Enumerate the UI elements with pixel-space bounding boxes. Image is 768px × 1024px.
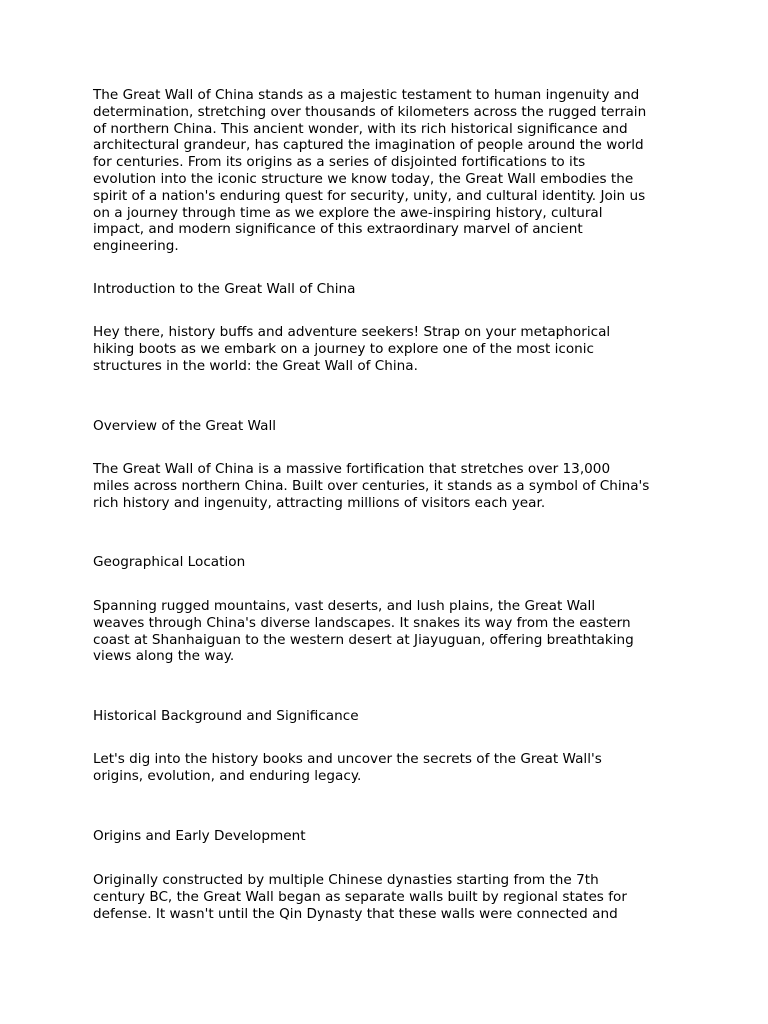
heading-historical-background: Historical Background and Significance: [93, 708, 359, 724]
paragraph-geographical-location: Spanning rugged mountains, vast deserts, and lush plains, the Great Wall weaves through China's diverse landscapes. It snakes its way from the eastern coast at Shanhaiguan to the western desert at Jiayuguan, offering breathtaking views along the way.: [93, 598, 634, 665]
paragraph-overview: The Great Wall of China is a massive fortification that stretches over 13,000 miles across northern China. Built over centuries, it stands as a symbol of China's rich history and ingenuity, attracting millions of visitors each year.: [93, 461, 650, 511]
paragraph-historical-background: Let's dig into the history books and uncover the secrets of the Great Wall's origins, evolution, and enduring legacy.: [93, 751, 602, 784]
intro-paragraph: The Great Wall of China stands as a majestic testament to human ingenuity and determination, stretching over thousands of kilometers across the rugged terrain of northern China. This ancient wonder, with its rich historical significance and architectural grandeur, has captured the imagination of people around the world for centuries. From its origins as a series of disjointed fortifications to its evolution into the iconic structure we know today, the Great Wall embodies the spirit of a nation's enduring quest for security, unity, and cultural identity. Join us on a journey through time as we explore the awe-inspiring history, cultural impact, and modern significance of this extraordinary marvel of ancient engineering.: [93, 87, 647, 255]
heading-overview: Overview of the Great Wall: [93, 418, 276, 434]
paragraph-origins: Originally constructed by multiple Chinese dynasties starting from the 7th century BC, the Great Wall began as separate walls built by regional states for defense. It wasn't until the Qin Dynasty that these walls were connected and: [93, 872, 627, 922]
paragraph-introduction: Hey there, history buffs and adventure seekers! Strap on your metaphorical hiking boots as we embark on a journey to explore one of the most iconic structures in the world: the Great Wall of China.: [93, 324, 611, 374]
heading-geographical-location: Geographical Location: [93, 554, 246, 570]
heading-introduction: Introduction to the Great Wall of China: [93, 281, 356, 297]
heading-origins: Origins and Early Development: [93, 828, 306, 844]
